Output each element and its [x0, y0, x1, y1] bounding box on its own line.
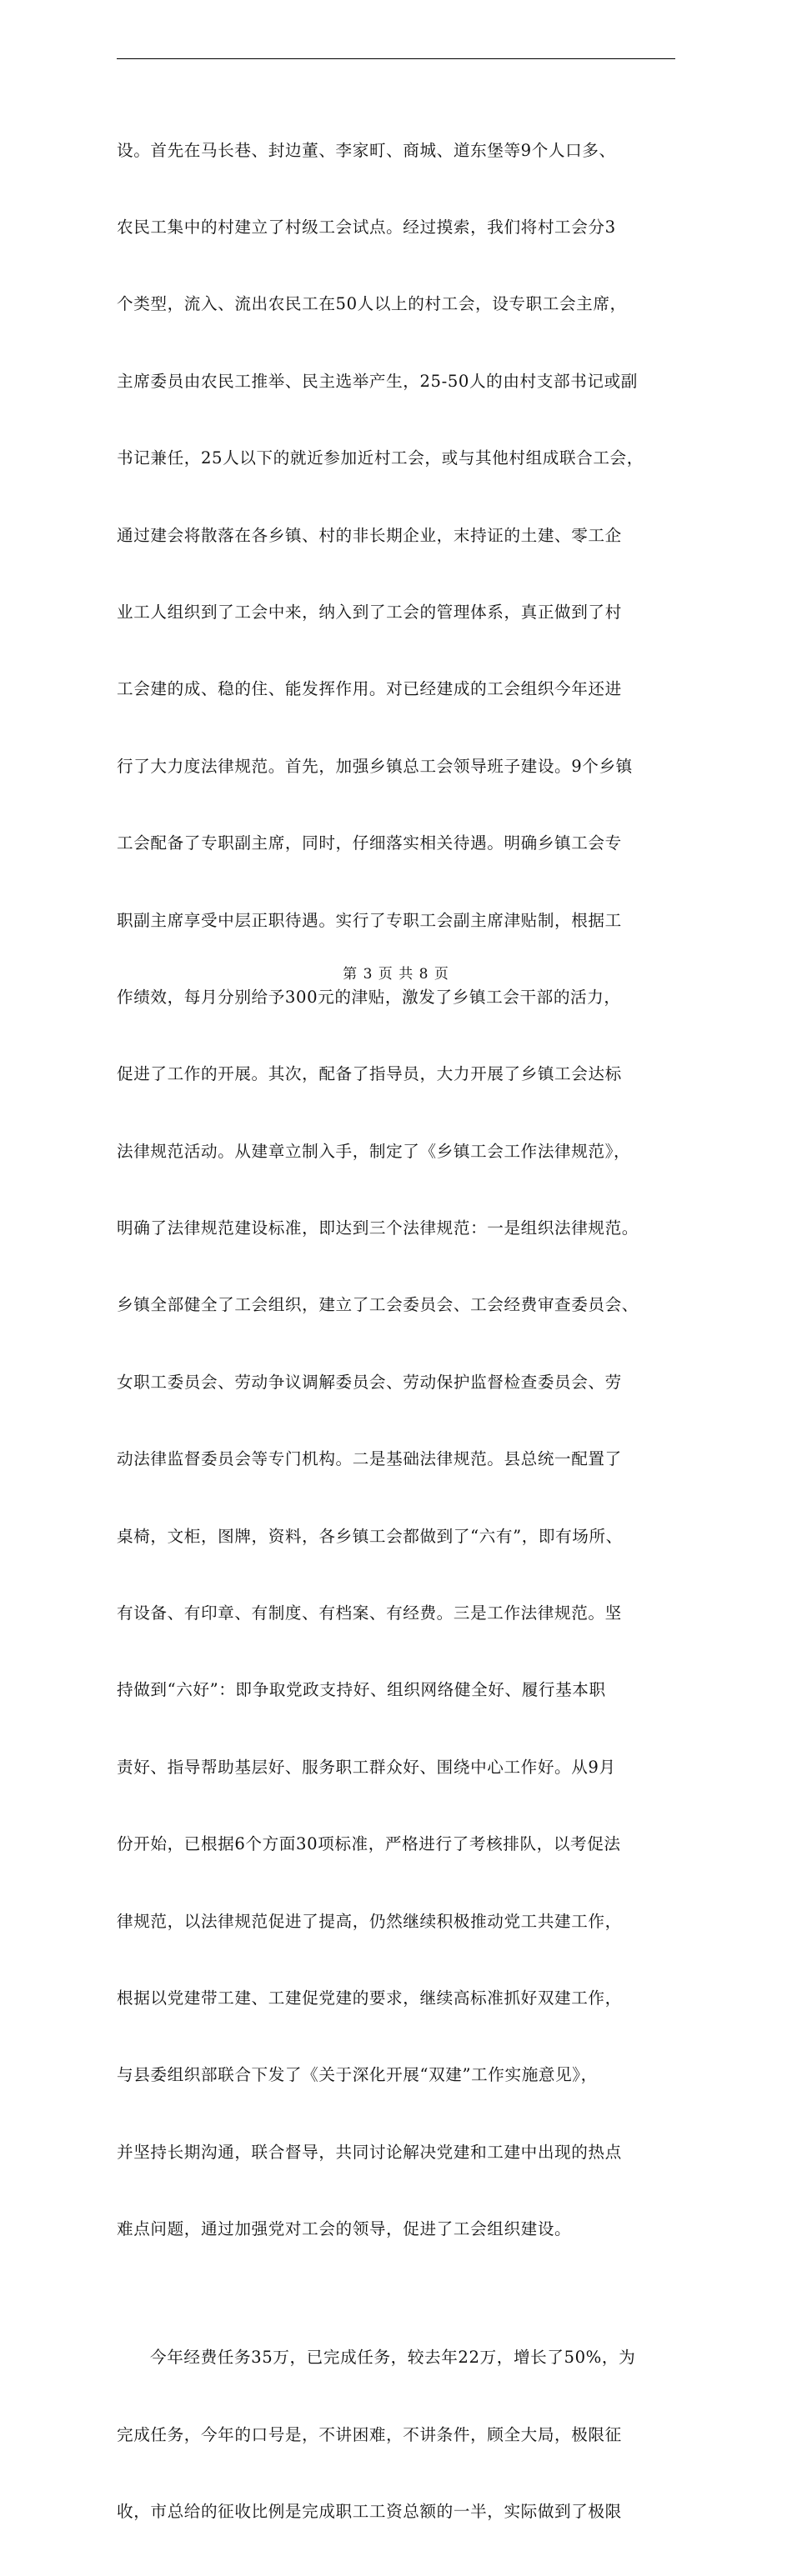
- text-line: 促进了工作的开展。其次，配备了指导员，大力开展了乡镇工会达标: [117, 1064, 622, 1084]
- text-line: 动法律监督委员会等专门机构。二是基础法律规范。县总统一配置了: [117, 1449, 622, 1469]
- text-line: 个类型，流入、流出农民工在50人以上的村工会，设专职工会主席，: [117, 294, 627, 314]
- text-line: 设。首先在马长巷、封边董、李家町、商城、道东堡等9个人口多、: [117, 140, 616, 160]
- paragraph-1: [117, 87, 679, 2294]
- text-line: 书记兼任，25人以下的就近参加近村工会，或与其他村组成联合工会，: [117, 448, 644, 468]
- text-line: 业工人组织到了工会中来，纳入到了工会的管理体系，真正做到了村: [117, 602, 622, 622]
- text-line: 主席委员由农民工推举、民主选举产生，25-50人的由村支部书记或副: [117, 371, 638, 391]
- text-line: 女职工委员会、劳动争议调解委员会、劳动保护监督检查委员会、劳: [117, 1372, 622, 1392]
- text-line: 明确了法律规范建设标准，即达到三个法律规范：一是组织法律规范。: [117, 1218, 639, 1238]
- text-line: 工会配备了专职副主席，同时，仔细落实相关待遇。明确乡镇工会专: [117, 833, 622, 853]
- text-line: 完成任务，今年的口号是，不讲困难，不讲条件，顾全大局，极限征: [117, 2424, 622, 2444]
- paragraph-2: [117, 2294, 679, 2576]
- text-line: 作绩效，每月分别给予300元的津贴，激发了乡镇工会干部的活力，: [117, 987, 621, 1007]
- text-line: 乡镇全部健全了工会组织，建立了工会委员会、工会经费审查委员会、: [117, 1295, 639, 1315]
- text-line: 责好、指导帮助基层好、服务职工群众好、围绕中心工作好。从9月: [117, 1757, 616, 1777]
- text-line: 农民工集中的村建立了村级工会试点。经过摸索，我们将村工会分3: [117, 217, 616, 237]
- text-line: 收，市总给的征收比例是完成职工工资总额的一半，实际做到了极限: [117, 2501, 622, 2521]
- text-line: 行了大力度法律规范。首先，加强乡镇总工会领导班子建设。9个乡镇: [117, 756, 633, 776]
- header-rule: [117, 58, 675, 59]
- text-line: 律规范，以法律规范促进了提高，仍然继续积极推动党工共建工作，: [117, 1911, 622, 1931]
- page-number-footer: 第 3 页 共 8 页: [343, 966, 449, 983]
- text-line: 根据以党建带工建、工建促党建的要求，继续高标准抓好双建工作，: [117, 1988, 622, 2008]
- text-line: 持做到“六好”：即争取党政支持好、组织网络健全好、履行基本职: [117, 1680, 606, 1700]
- text-line: 通过建会将散落在各乡镇、村的非长期企业，末持证的土建、零工企: [117, 525, 622, 545]
- text-line: 今年经费任务35万，已完成任务，较去年22万，增长了50%，为: [150, 2348, 636, 2368]
- text-line: 份开始，已根据6个方面30项标准，严格进行了考核排队，以考促法: [117, 1834, 621, 1854]
- text-line: 工会建的成、稳的住、能发挥作用。对已经建成的工会组织今年还进: [117, 679, 622, 699]
- text-line: 职副主席享受中层正职待遇。实行了专职工会副主席津贴制，根据工: [117, 910, 622, 930]
- text-line: 难点问题，通过加强党对工会的领导，促进了工会组织建设。: [117, 2219, 572, 2239]
- text-line: 桌椅，文柜，图牌，资料，各乡镇工会都做到了“六有”，即有场所、: [117, 1526, 623, 1546]
- text-line: 与县委组织部联合下发了《关于深化开展“双建”工作实施意见》，: [117, 2065, 598, 2085]
- text-line: 法律规范活动。从建章立制入手，制定了《乡镇工会工作法律规范》，: [117, 1141, 631, 1161]
- text-line: 并坚持长期沟通，联合督导，共同讨论解决党建和工建中出现的热点: [117, 2142, 622, 2162]
- text-line: 有设备、有印章、有制度、有档案、有经费。三是工作法律规范。坚: [117, 1603, 622, 1623]
- document-body: [117, 87, 679, 2576]
